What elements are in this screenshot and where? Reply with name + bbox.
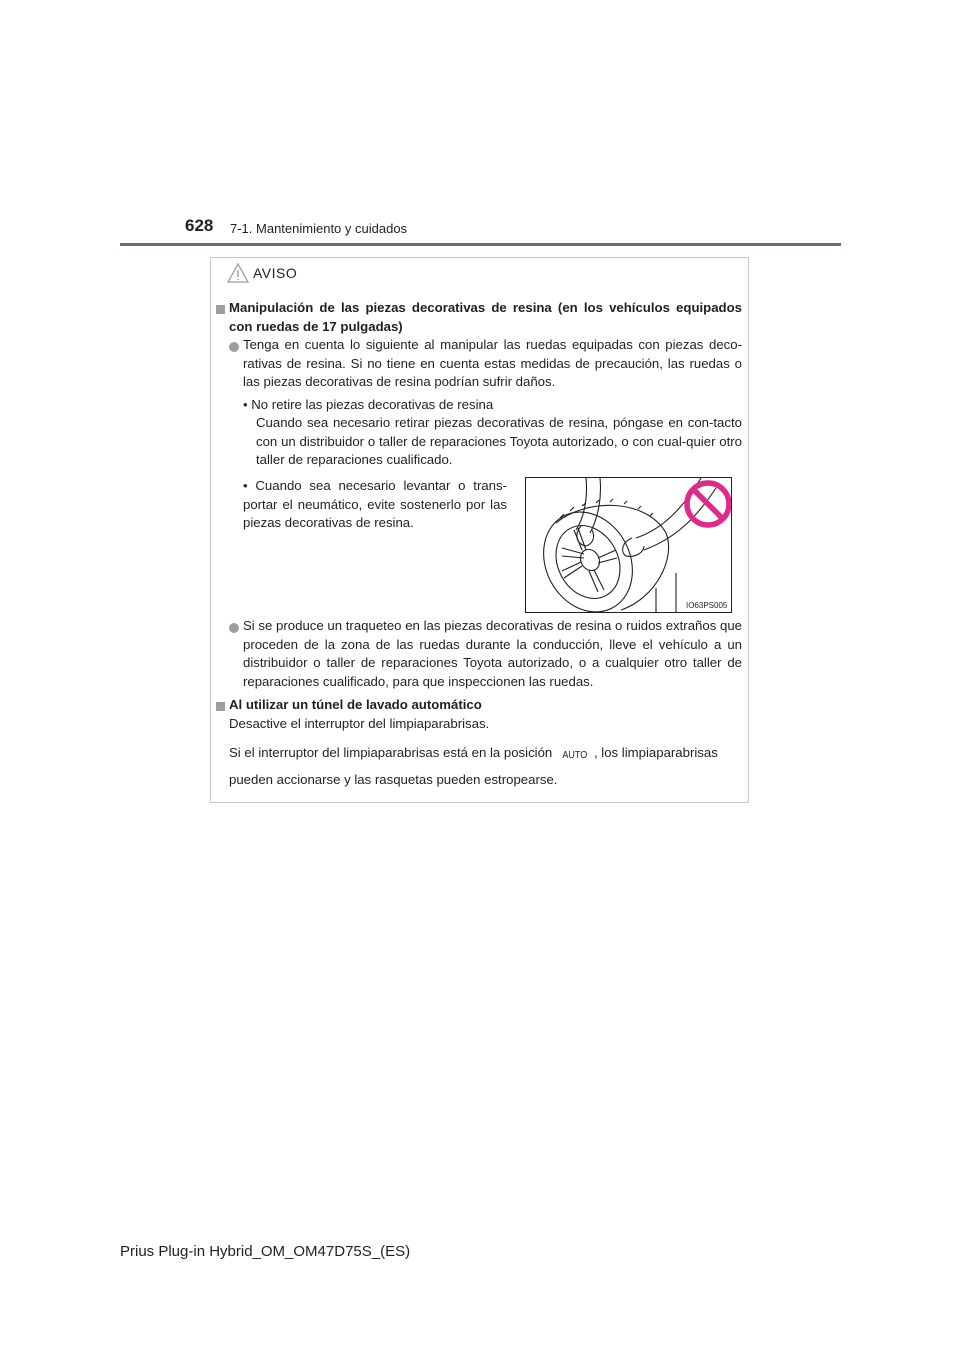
round-bullet-icon — [229, 342, 239, 352]
figure-code: IO63PS005 — [686, 601, 728, 610]
tire-handling-illustration — [525, 477, 732, 613]
auto-switch-symbol — [556, 745, 594, 762]
item1-sub2-text: • Cuando sea necesario levantar o trans-portar el neumático, evite sostenerlo por las piezas decorativas de resina. — [243, 478, 507, 531]
item1-bullet1: Tenga en cuenta lo siguiente al manipular las ruedas equipadas con piezas deco-rativas de resina. Si no tiene en cuenta estas medidas de precaución, las ruedas o las piezas decorativas de resina podrían sufrir daños. — [243, 337, 742, 390]
auto-label: AUTO — [562, 750, 588, 762]
warning-header — [227, 262, 297, 284]
item1-heading: Manipulación de las piezas decorativas de resina (en los vehículos equipados con ruedas de 17 pulgadas) — [229, 300, 742, 334]
item1-bullet2: Si se produce un traqueteo en las piezas decorativas de resina o ruidos extraños que proceden de la zona de las ruedas durante la conducción, lleve el vehículo a un distribuidor o taller de reparaciones Toyota autorizado, o a cualquier otro taller de reparaciones cualificado, para que inspeccionen las ruedas. — [243, 618, 742, 689]
square-bullet-icon — [216, 305, 225, 314]
item2-heading: Al utilizar un túnel de lavado automático — [229, 697, 482, 712]
item2-line3: pueden accionarse y las rasquetas pueden estropearse. — [229, 772, 558, 787]
header-rule — [120, 243, 841, 246]
warning-title: AVISO — [253, 265, 298, 281]
item2-line2-after: , los limpiaparabrisas — [593, 745, 718, 760]
page-number: 628 — [185, 216, 214, 235]
item1-sub1-text: Cuando sea necesario retirar piezas decorativas de resina, póngase en con-tacto con un distribuidor o taller de reparaciones Toyota autorizado, o con cual-quier otro taller de reparaciones cualificado. — [256, 415, 742, 468]
tire-with-hands-illustration — [526, 478, 731, 612]
item2-line2-before: Si el interruptor del limpiaparabrisas está en la posición — [229, 745, 553, 760]
item2-line2 — [229, 744, 742, 763]
square-bullet-icon — [216, 702, 225, 711]
warning-triangle-icon — [227, 263, 249, 283]
item2-line1: Desactive el interruptor del limpiaparabrisas. — [229, 716, 490, 731]
round-bullet-icon — [229, 623, 239, 633]
footer-document-id: Prius Plug-in Hybrid_OM_OM47D75S_(ES) — [120, 1243, 411, 1260]
section-title: 7-1. Mantenimiento y cuidados — [230, 221, 408, 236]
item1-sub1-title: • No retire las piezas decorativas de resina — [243, 397, 494, 412]
